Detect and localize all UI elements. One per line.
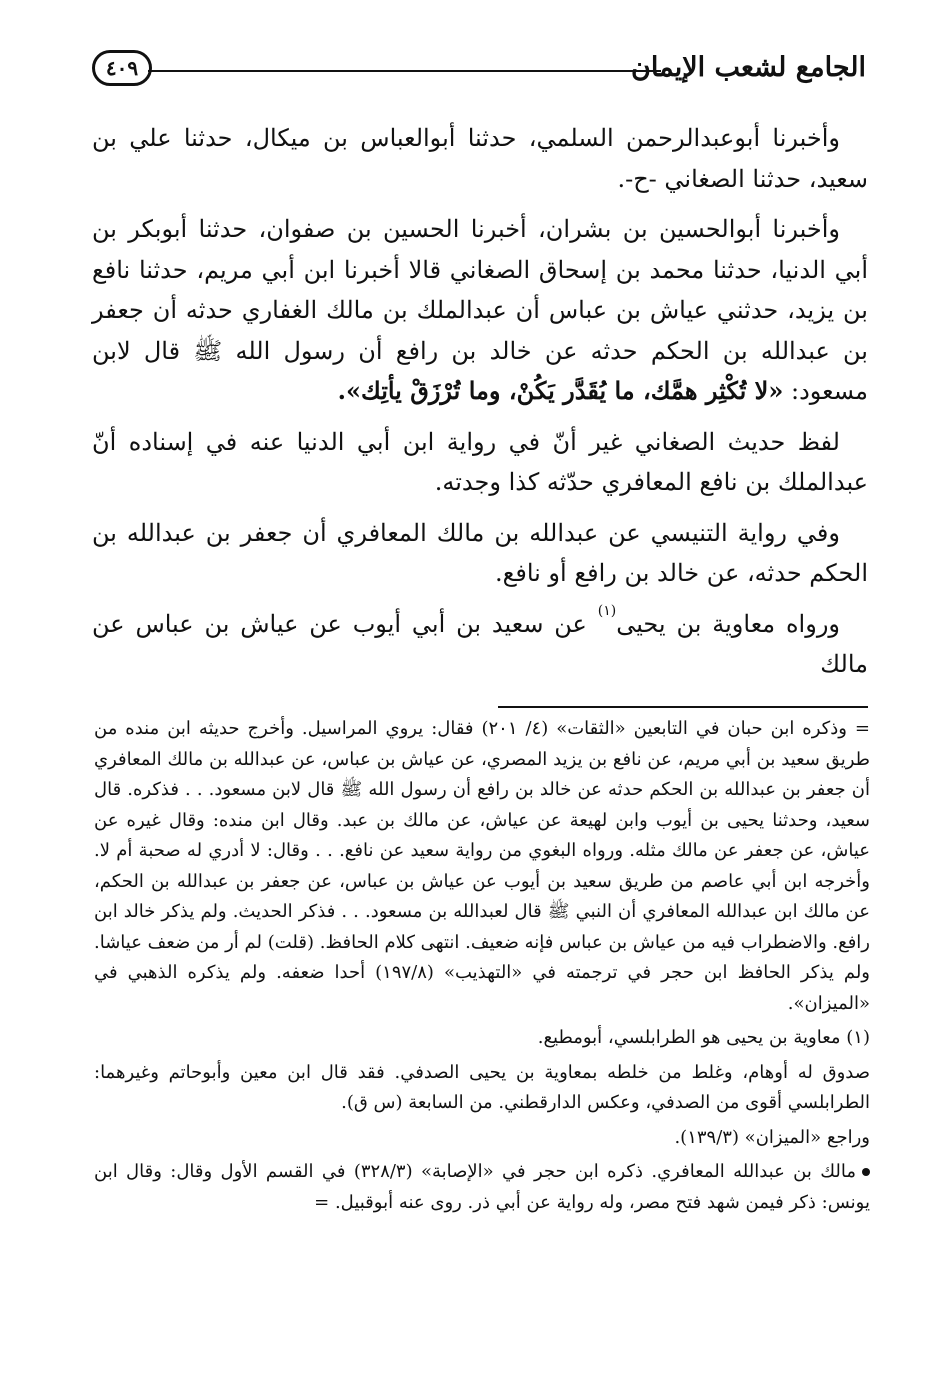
- paragraph-5-start: ورواه معاوية بن يحيى: [616, 609, 840, 638]
- footnote-continuation: = وذكره ابن حبان في التابعين «الثقات» (٤/ ٢٠١) فقال: يروي المراسيل. وأخرج حديثه ابن منده من طريق سعيد بن أبي مريم، عن نافع بن يزيد المصري، عن عياش بن عباس، عن عبدالله بن مالك المعافري أن جعفر بن عبدالله بن الحكم حدثه عن خالد بن رافع أن رسول الله ﷺ قال لابن مسعود. . . فذكره. قال سعيد، وحدثنا يحيى بن أيوب وابن لهيعة عن عياش، عن مالك بن عبد. وقال ابن منده: وقال غيره عن عياش، عن جعفر عن مالك مثله. ورواه البغوي من رواية سعيد عن نافع. . . وقال: لا أدري له صحبة أم لا. وأخرجه ابن أبي عاصم من طريق سعيد بن أيوب عن عياش بن عباس، عن جعفر بن عبدالله بن الحكم، عن مالك ابن عبدالله المعافري أن النبي ﷺ قال لعبدالله بن مسعود. . . فذكر الحديث. ولم يذكر خالد ابن رافع. والاضطراب فيه من عياش بن عباس فإنه ضعيف. انتهى كلام الحافظ. (قلت) لم أر من ضعف عياشا. ولم يذكر الحافظ ابن حجر في ترجمته في «التهذيب» (١٩٧/٨) أحدا ضعفه. ولم يذكره الذهبي في «الميزان».: [94, 718, 870, 1014]
- footnote-separator: [498, 706, 868, 708]
- footnote-bullet: [94, 1157, 870, 1218]
- footnotes: [94, 714, 870, 1222]
- footnote-1-heading: (١) معاوية بن يحيى هو الطرابلسي، أبومطيع.: [537, 1027, 870, 1048]
- paragraph-1: وأخبرنا أبوعبدالرحمن السلمي، حدثنا أبوالعباس بن ميكال، حدثنا علي بن سعيد، حدثنا الصغاني -ح-.: [92, 124, 868, 193]
- paragraph-3: لفظ حديث الصغاني غير أنّ في رواية ابن أبي الدنيا عنه في إسناده أنّ عبدالملك بن نافع المعافري حدّثه كذا وجدته.: [92, 427, 868, 496]
- paragraph-5: [92, 604, 868, 685]
- footnote-bullet-text: مالك بن عبدالله المعافري. ذكره ابن حجر في «الإصابة» (٣٢٨/٣) في القسم الأول وقال: وقال ابن يونس: ذكر فيمن شهد فتح مصر، وله رواية عن أبي ذر. روى عنه أبوقبيل. =: [94, 1161, 870, 1213]
- running-title: الجامع لشعب الإيمان: [631, 52, 866, 83]
- page-number: ٤٠٩: [92, 50, 152, 86]
- footnote-1-reference: وراجع «الميزان» (١٣٩/٣).: [674, 1126, 870, 1148]
- paragraph-4: وفي رواية التنيسي عن عبدالله بن مالك المعافري أن جعفر بن عبدالله بن الحكم حدثه، عن خالد بن رافع أو نافع.: [92, 518, 868, 587]
- footnote-1-body: صدوق له أوهام، وغلط من خلطه بمعاوية بن يحيى الصدفي. فقد قال ابن معين وأبوحاتم وغيرهما: الطرابلسي أقوى من الصدفي، وعكس الدارقطني. من السابعة (س ق).: [94, 1061, 870, 1113]
- paragraph-2-text: وأخبرنا أبوالحسين بن بشران، أخبرنا الحسين بن صفوان، حدثنا أبوبكر بن أبي الدنيا، حدثنا محمد بن إسحاق الصغاني قالا أخبرنا ابن أبي مريم، حدثنا نافع بن يزيد، حدثني عياش بن عباس أن عبدالملك بن مالك الغفاري حدثه أن جعفر بن عبدالله بن الحكم حدثه عن خالد بن رافع أن رسول الله ﷺ قال لابن مسعود:: [92, 215, 868, 405]
- header-rule: [148, 70, 661, 72]
- bullet-icon: [862, 1168, 870, 1176]
- footnote-marker-1: (١): [597, 602, 617, 619]
- paragraph-5-end: عن سعيد بن أبي أيوب عن عياش بن عباس عن مالك: [92, 609, 868, 678]
- hadith-quote: «لا تُكْثِر همَّك، ما يُقَدَّر يَكُنْ، وما تُرْزَقْ يأتِك».: [337, 376, 784, 405]
- paragraph-2: [92, 209, 868, 412]
- page-header: [88, 44, 866, 104]
- main-text: [92, 118, 868, 685]
